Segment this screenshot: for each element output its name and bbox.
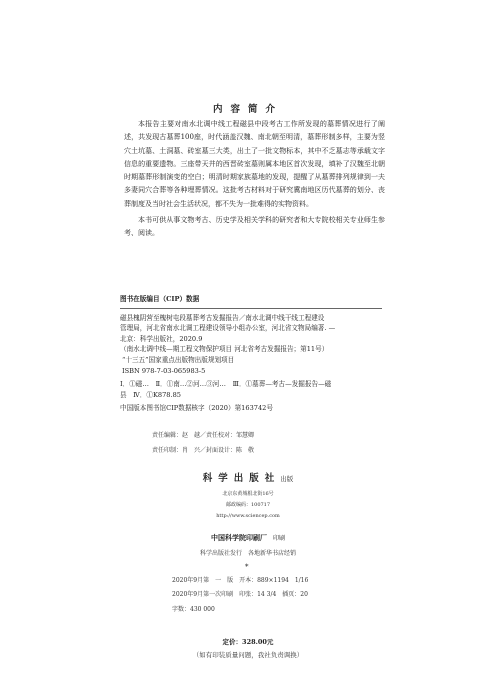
edition-line: 2020年9月第 一 版 开本：889×1194 1/16 xyxy=(172,577,309,584)
printer-name: 中国科学院印刷厂 xyxy=(210,533,267,542)
word-count-line: 字数：430 000 xyxy=(172,606,215,613)
printer-suffix: 印刷 xyxy=(272,535,285,542)
production-credits: 责任印制：肖 兴／封面设计：陈 敬 xyxy=(152,447,255,454)
publisher-name-line xyxy=(0,470,496,484)
publisher-suffix: 出版 xyxy=(280,475,294,483)
publisher-postcode: 邮政编码：100717 xyxy=(225,502,271,508)
cip-classification-cont: 县 Ⅳ．①K878.85 xyxy=(120,390,181,399)
publisher-website: http://www.sciencep.com xyxy=(216,513,280,519)
cip-classification: Ⅰ．①磁… Ⅱ．①南…②河…③河… Ⅲ．①墓葬—考古—发掘报告—磁 xyxy=(120,380,332,389)
cip-block xyxy=(120,294,382,414)
separator-mark: * xyxy=(245,563,249,571)
publisher-address: 北京东黄城根北街16号 xyxy=(222,491,274,497)
cip-line: “十三五”国家重点出版物出版规划项目 xyxy=(122,355,235,364)
cip-isbn: ISBN 978-7-03-065983-5 xyxy=(122,366,206,375)
intro-summary xyxy=(124,118,385,241)
editor-credits: 责任编辑：赵 越／责任校对：邹慧卿 xyxy=(152,432,255,439)
printing-line: 2020年9月第一次印刷 印张：14 3/4 插页：20 xyxy=(172,591,308,598)
intro-paragraph-2: 本书可供从事文物考古、历史学及相关学科的研究者和大专院校相关专业师生参考、阅读。 xyxy=(124,216,385,238)
cip-record-number: 中国版本图书馆CIP数据核字（2020）第163742号 xyxy=(120,404,273,413)
cip-divider xyxy=(120,308,382,309)
price: 定价：328.00元 xyxy=(222,638,274,646)
intro-paragraph-1: 本报告主要对南水北调中线工程磁县中段考古工作所发现的墓葬情况进行了阐述，共发现古墓葬100座，时代涵盖汉魏、南北朝至明清，墓葬形制多样，主要为竖穴土坑墓、土洞墓、砖室墓三大类，出土了一批文物标本，其中不乏墓志等承载文字信息的重要遗物。三座带天井的西晋砖室墓则属本地区首次发现，填补了汉魏至北朝时期墓葬形制演变的空白；明清时期家族墓地的发现，提醒了从墓葬排列规律到一夫多妻同穴合葬等各种埋葬情况。这批考古材料对于研究冀南地区历代墓葬的划分、丧葬制度及当时社会生活状况，都不失为一批难得的实物资料。 xyxy=(124,120,385,208)
cip-line: （南水北调中线—期工程文物保护项目 河北省考古发掘报告；第11号） xyxy=(120,345,329,354)
cip-line: 北京：科学出版社，2020.9 xyxy=(120,334,203,343)
cip-line: 磁县槐阴营至槐树屯段墓葬考古发掘报告／南水北调中线干线工程建设 xyxy=(120,313,325,322)
distribution-line: 科学出版社发行 各地新华书店经销 xyxy=(199,550,296,557)
printer-line xyxy=(0,533,496,543)
publisher-name: 科学出版社 xyxy=(202,473,281,484)
cip-title: 图书在版编目（CIP）数据 xyxy=(120,295,200,303)
cip-line: 管理局，河北省南水北调工程建设领导小组办公室，河北省文物局编著. — xyxy=(120,324,336,333)
quality-notice: （如有印装质量问题，我社负责调换） xyxy=(192,651,304,659)
intro-title: 内容简介 xyxy=(212,104,283,115)
